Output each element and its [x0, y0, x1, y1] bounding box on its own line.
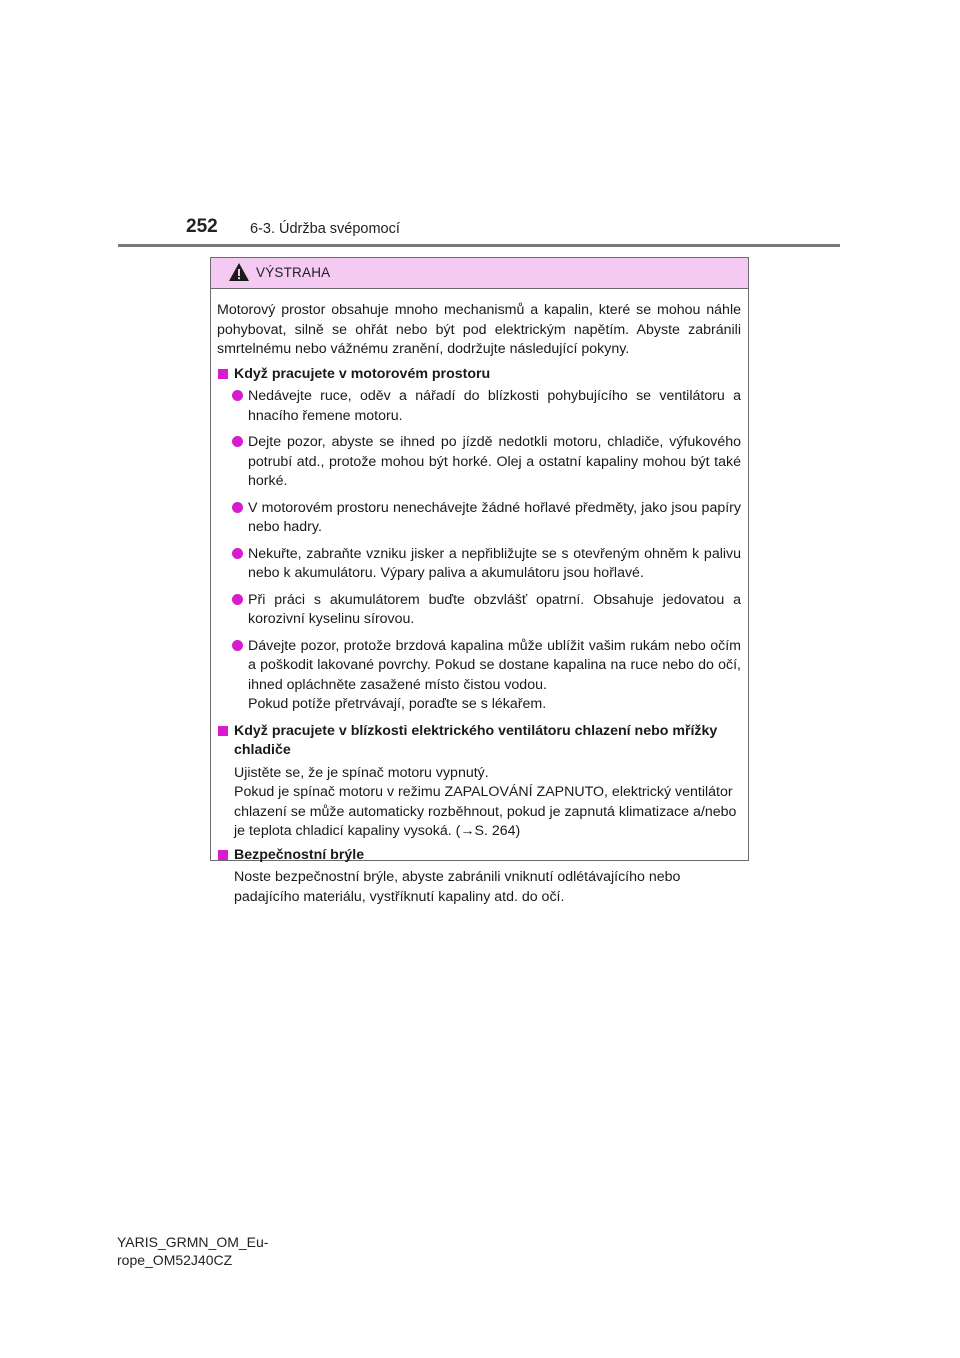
footer-line: rope_OM52J40CZ	[117, 1252, 233, 1268]
text-line: Ujistěte se, že je spínač motoru vypnutý.	[234, 764, 489, 781]
warning-triangle-icon	[228, 262, 250, 282]
bullet-item	[217, 545, 741, 584]
warning-body	[211, 289, 748, 907]
bullet-text: Nedávejte ruce, oděv a nářadí do blízkosti pohybujícího se ventilátoru a hnacího řemene motoru.	[248, 388, 741, 424]
warning-label: VÝSTRAHA	[256, 265, 331, 280]
bullet-item	[217, 637, 741, 715]
square-bullet-icon	[218, 369, 228, 379]
bullet-item	[217, 591, 741, 630]
round-bullet-icon	[232, 594, 243, 605]
bullet-text-line2: Pokud potíže přetrvávají, poraďte se s lékařem.	[248, 696, 547, 712]
round-bullet-icon	[232, 390, 243, 401]
bullet-item	[217, 499, 741, 538]
round-bullet-icon	[232, 436, 243, 447]
heading-text: Když pracujete v blízkosti elektrického ventilátoru chlazení nebo mřížky chladiče	[234, 722, 718, 758]
square-bullet-icon	[218, 850, 228, 860]
bullet-item	[217, 387, 741, 426]
footer-line: YARIS_GRMN_OM_Eu-	[117, 1234, 269, 1250]
section-title: 6-3. Údržba svépomocí	[250, 221, 400, 237]
square-bullet-icon	[218, 726, 228, 736]
bullet-text: Dávejte pozor, protože brzdová kapalina může ublížit vašim rukám nebo očím a poškodit lakované povrchy. Pokud se dostane kapalina na ruce nebo do očí, ihned opláchněte zasažené místo čistou vodou.	[248, 637, 741, 693]
round-bullet-icon	[232, 640, 243, 651]
round-bullet-icon	[232, 548, 243, 559]
warning-intro: Motorový prostor obsahuje mnoho mechanismů a kapalin, které se mohou náhle pohybovat, silně se ohřát nebo být pod elektrickým napětím. Abyste zabránili smrtelnému nebo vážnému zranění, dodržujte následující pokyny.	[217, 302, 741, 357]
heading-text: Bezpečnostní brýle	[234, 846, 365, 863]
bullet-text: Dejte pozor, abyste se ihned po jízdě nedotkli motoru, chladiče, výfukového potrubí atd., protože mohou být horké. Olej a ostatní kapaliny mohou být také horké.	[248, 434, 741, 489]
bullet-item	[217, 433, 741, 492]
header-rule	[118, 244, 840, 247]
text-line: Pokud je spínač motoru v režimu ZAPALOVÁNÍ ZAPNUTO, elektrický ventilátor chlazení se může automaticky rozběhnout, pokud je zapnutá klimatizace a/nebo je teplota chladicí kapaliny vysoká. (→S. 264)	[234, 784, 737, 839]
round-bullet-icon	[232, 502, 243, 513]
bullet-text: V motorovém prostoru nenechávejte žádné hořlavé předměty, jako jsou papíry nebo hadry.	[248, 499, 741, 535]
safety-glasses-text: Noste bezpečnostní brýle, abyste zabránili vniknutí odlétávajícího nebo padajícího materiálu, vystříknutí kapaliny atd. do očí.	[234, 869, 681, 905]
cooling-fan-text	[217, 764, 741, 842]
page-number: 252	[186, 216, 218, 237]
bullet-text: Nekuřte, zabraňte vzniku jisker a nepřibližujte se s otevřeným ohněm k palivu nebo k akumulátoru. Výpary paliva a akumulátoru jsou hořlavé.	[248, 545, 741, 581]
warning-header	[211, 258, 748, 289]
warning-box	[210, 257, 749, 905]
section-heading-cooling-fan	[217, 722, 741, 761]
footer-document-code	[117, 1233, 268, 1269]
heading-text: Když pracujete v motorovém prostoru	[234, 365, 491, 382]
bullet-text: Při práci s akumulátorem buďte obzvlášť opatrní. Obsahuje jedovatou a korozivní kyselinu sírovou.	[248, 591, 741, 627]
section-heading-safety-glasses	[217, 846, 741, 866]
section-heading-engine-compartment	[217, 365, 741, 385]
